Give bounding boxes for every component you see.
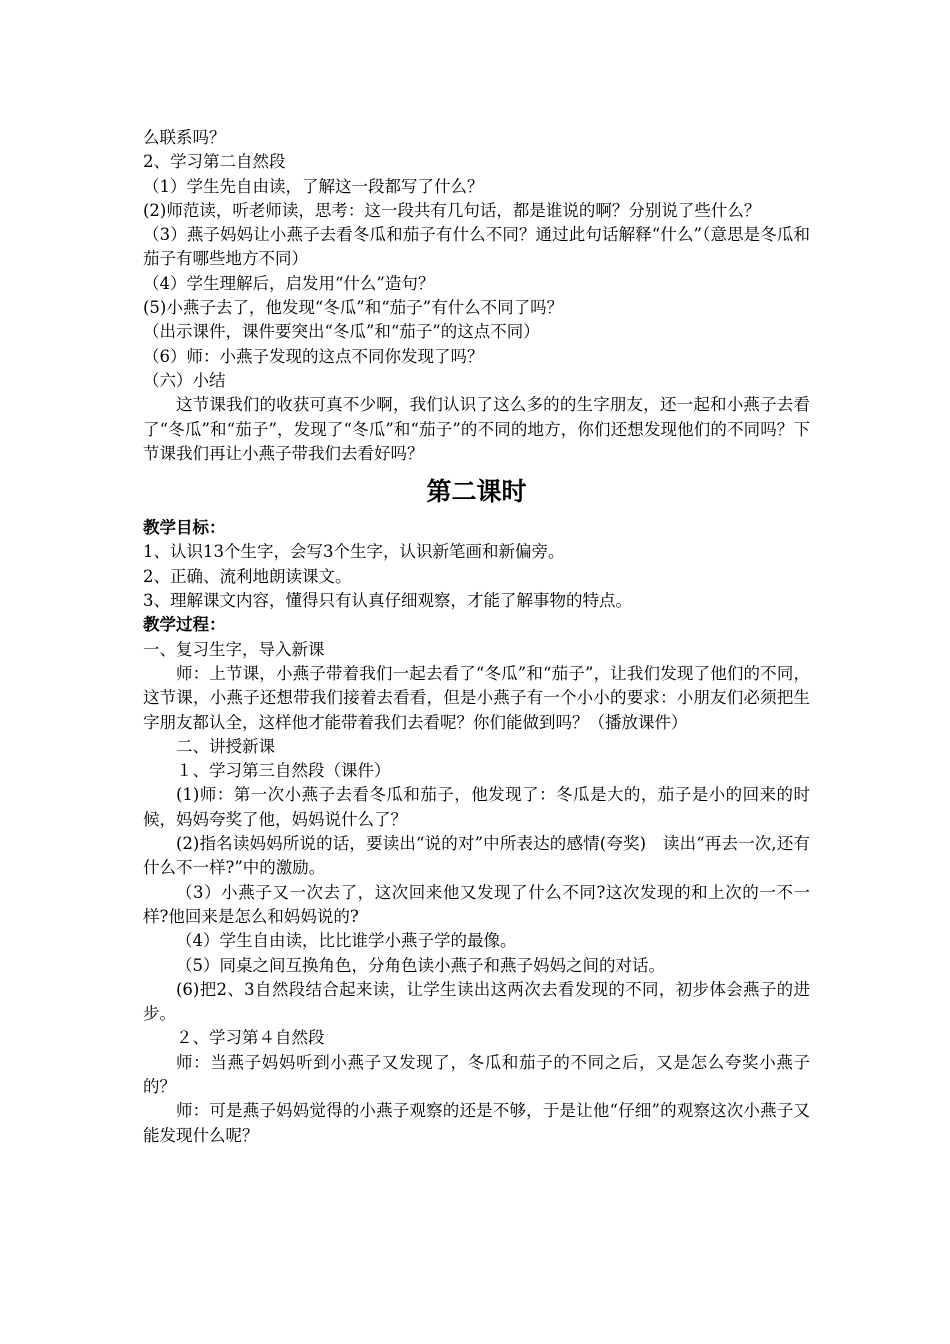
paragraph: （3）燕子妈妈让小燕子去看冬瓜和茄子有什么不同？通过此句话解释“什么”（意思是冬瓜和茄子有哪些地方不同）: [143, 225, 810, 269]
paragraph: 师：可是燕子妈妈觉得的小燕子观察的还是不够，于是让他“仔细”的观察这次小燕子又能发现什么呢？: [143, 1101, 810, 1145]
paragraph: 师：当燕子妈妈听到小燕子又发现了，冬瓜和茄子的不同之后，又是怎么夸奖小燕子的？: [143, 1052, 810, 1096]
sub-heading: １、学习第三自然段（课件）: [176, 761, 391, 781]
paragraph: （5）同桌之间互换角色，分角色读小燕子和燕子妈妈之间的对话。: [176, 955, 665, 975]
paragraph: 么联系吗？: [143, 128, 226, 147]
goals-heading: 教学目标：: [143, 518, 226, 538]
goal-item: 3、理解课文内容，懂得只有认真仔细观察，才能了解事物的特点。: [143, 591, 632, 611]
paragraph: （4）学生理解后，启发用“什么”造句？: [143, 273, 435, 293]
paragraph: (1)师：第一次小燕子去看冬瓜和茄子，他发现了：冬瓜是大的，茄子是小的回来的时候，妈妈夸奖了他，妈妈说什么了？: [143, 785, 810, 829]
process-heading: 教学过程：: [143, 615, 226, 635]
paragraph: (2)指名读妈妈所说的话，要读出“说的对”中所表达的感情(夸奖) 读出“再去一次,还有什么不一样?”中的激励。: [143, 834, 810, 878]
step-heading: 一、复习生字，导入新课: [143, 639, 325, 659]
paragraph: 2、学习第二自然段: [143, 152, 286, 172]
paragraph: （4）学生自由读，比比谁学小燕子学的最像。: [176, 931, 517, 951]
paragraph: (2)师范读，听老师读，思考：这一段共有几句话，都是谁说的啊？分别说了些什么？: [143, 200, 761, 220]
paragraph: 师：上节课，小燕子带着我们一起去看了“冬瓜”和“茄子”，让我们发现了他们的不同，这节课，小燕子还想带我们接着去看看，但是小燕子有一个小小的要求：小朋友们必须把生字朋友都认全，这样他才能带着我们去看呢？你们能做到吗？（播放课件）: [143, 663, 810, 732]
paragraph: （六）小结: [143, 370, 226, 390]
sub-heading: ２、学习第４自然段: [176, 1028, 325, 1048]
paragraph: （出示课件，课件要突出“冬瓜”和“茄子”的这点不同）: [143, 322, 540, 342]
summary-paragraph: 这节课我们的收获可真不少啊，我们认识了这么多的的生字朋友，还一起和小燕子去看了“冬瓜”和“茄子”，发现了“冬瓜”和“茄子”的不同的地方，你们还想发现他们的不同吗？下节课我们再让小燕子带我们去看好吗？: [143, 395, 810, 463]
step-heading: 二、讲授新课: [176, 736, 275, 756]
paragraph: (6)把2、3自然段结合起来读，让学生读出这两次去看发现的不同，初步体会燕子的进步。: [143, 979, 810, 1024]
goal-item: 1、认识13个生字，会写3个生字，认识新笔画和新偏旁。: [143, 542, 565, 562]
paragraph: （3）小燕子又一次去了，这次回来他又发现了什么不同?这次发现的和上次的一不一样?他回来是怎么和妈妈说的?: [143, 882, 810, 926]
document-page: [143, 126, 810, 1148]
paragraph: （6）师：小燕子发现的这点不同你发现了吗？: [143, 346, 484, 366]
goal-item: 2、正确、流利地朗读课文。: [143, 566, 352, 586]
paragraph: (5)小燕子去了，他发现“冬瓜”和“茄子”有什么不同了吗？: [143, 298, 564, 318]
paragraph: （1）学生先自由读，了解这一段都写了什么？: [143, 176, 484, 196]
lesson-title: 第二课时: [426, 477, 527, 507]
